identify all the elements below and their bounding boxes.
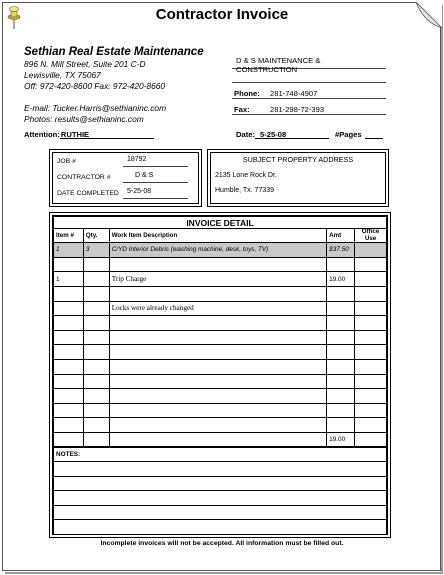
invoice-cell-qty: [83, 301, 109, 316]
invoice-row: [54, 272, 387, 287]
invoice-cell-desc: [109, 403, 326, 418]
col-qty: Qty.: [83, 229, 109, 243]
invoice-cell-desc: [109, 389, 326, 404]
invoice-cell-amt: [327, 359, 355, 374]
invoice-cell-item: [54, 359, 84, 374]
notes-line-cell: [54, 505, 387, 520]
notes-line: [54, 462, 387, 477]
invoice-cell-qty: [83, 345, 109, 360]
contractor-number-value: D & S: [123, 172, 188, 183]
phone-label: Phone:: [234, 89, 260, 98]
company-name: Sethian Real Estate Maintenance: [24, 46, 204, 58]
invoice-cell-qty: [83, 286, 109, 301]
invoice-cell-desc: [109, 257, 326, 272]
invoice-cell-amt: [327, 389, 355, 404]
phone-value: 281-748-4907: [270, 89, 318, 98]
invoice-row: [54, 389, 387, 404]
invoice-cell-office-use: [355, 389, 387, 404]
invoice-cell-qty: [83, 403, 109, 418]
subject-address-line-2: Humble, Tx. 77339: [215, 187, 275, 194]
invoice-cell-office-use: [355, 301, 387, 316]
invoice-cell-item: 1: [54, 272, 84, 287]
contractor-name: D & S MAINTENANCE & CONSTRUCTION: [232, 54, 386, 69]
invoice-cell-qty: 3: [83, 243, 109, 258]
invoice-row: [54, 432, 387, 447]
contractor-number-label: CONTRACTOR #: [57, 173, 111, 181]
date-field: [236, 130, 383, 139]
invoice-cell-qty: [83, 432, 109, 447]
invoice-row: [54, 374, 387, 389]
invoice-cell-desc: [109, 374, 326, 389]
notes-line: [54, 520, 387, 535]
invoice-cell-amt: 19.00: [327, 272, 355, 287]
date-completed-label: DATE COMPLETED: [57, 189, 119, 197]
date-completed-value: 5-25-08: [123, 188, 188, 199]
notes-line-cell: [54, 462, 387, 477]
invoice-heading: INVOICE DETAIL: [54, 217, 387, 229]
invoice-row: [54, 301, 387, 316]
col-amount: Amt: [327, 229, 355, 243]
company-photos: Photos: results@sethianinc.com: [24, 114, 144, 124]
invoice-cell-item: [54, 418, 84, 433]
fax-value: 281-298-72-393: [270, 105, 325, 114]
invoice-cell-qty: [83, 257, 109, 272]
subject-heading: SUBJECT PROPERTY ADDRESS: [242, 155, 354, 164]
subject-address-line-1: 2135 Lone Rock Dr.: [215, 172, 277, 179]
invoice-cell-qty: [83, 374, 109, 389]
invoice-row: [54, 359, 387, 374]
invoice-cell-office-use: [355, 359, 387, 374]
subject-property-box: [210, 152, 386, 204]
invoice-row: [54, 257, 387, 272]
job-number-value: 18792: [123, 156, 188, 167]
invoice-row: [54, 243, 387, 258]
invoice-cell-office-use: [355, 257, 387, 272]
invoice-cell-desc: [109, 345, 326, 360]
job-number-label: JOB #: [57, 157, 76, 165]
invoice-cell-desc: Locks were already changed: [109, 301, 326, 316]
invoice-cell-office-use: [355, 272, 387, 287]
invoice-cell-amt: [327, 286, 355, 301]
invoice-cell-amt: [327, 403, 355, 418]
invoice-row: [54, 418, 387, 433]
invoice-row: [54, 330, 387, 345]
contractor-block: [232, 54, 386, 115]
invoice-cell-desc: [109, 418, 326, 433]
invoice-row: [54, 286, 387, 301]
invoice-cell-item: [54, 286, 84, 301]
attention-label: Attention:: [24, 130, 60, 139]
attention-value: RUTHIE: [60, 130, 154, 139]
invoice-cell-amt: [327, 316, 355, 331]
invoice-cell-desc: [109, 432, 326, 447]
company-phones: Off: 972-420-8600 Fax: 972-420-8660: [24, 81, 166, 91]
invoice-cell-item: [54, 403, 84, 418]
invoice-cell-office-use: [355, 243, 387, 258]
invoice-cell-item: [54, 345, 84, 360]
col-office-use: Office Use: [355, 229, 387, 243]
invoice-cell-desc: [109, 359, 326, 374]
invoice-cell-amt: [327, 257, 355, 272]
invoice-cell-item: [54, 374, 84, 389]
pages-label: #Pages: [335, 130, 362, 139]
invoice-table: [53, 216, 387, 535]
notes-line: [54, 476, 387, 491]
job-info-box: [52, 152, 199, 204]
footer-note: Incomplete invoices will not be accepted. All information must be filled out.: [100, 540, 344, 547]
invoice-cell-office-use: [355, 432, 387, 447]
invoice-cell-office-use: [355, 403, 387, 418]
fax-label: Fax:: [234, 105, 250, 114]
invoice-cell-amt: [327, 374, 355, 389]
notes-line-cell: [54, 476, 387, 491]
notes-line-cell: [54, 491, 387, 506]
invoice-cell-amt: [327, 330, 355, 345]
notes-line-cell: [54, 520, 387, 535]
invoice-cell-qty: [83, 359, 109, 374]
invoice-cell-item: [54, 301, 84, 316]
invoice-cell-desc: [109, 316, 326, 331]
invoice-cell-office-use: [355, 316, 387, 331]
attention-field: [24, 130, 154, 139]
invoice-detail-box: [52, 215, 388, 535]
col-description: Work Item Description: [109, 229, 326, 243]
invoice-cell-office-use: [355, 374, 387, 389]
notes-line: [54, 505, 387, 520]
company-block: [24, 46, 204, 125]
invoice-cell-desc: [109, 286, 326, 301]
invoice-cell-desc: C/YD Interior Debris (washing machine, desk, toys, TV): [109, 243, 326, 258]
invoice-cell-qty: [83, 272, 109, 287]
invoice-cell-office-use: [355, 286, 387, 301]
invoice-cell-amt: $37.50: [327, 243, 355, 258]
invoice-cell-item: [54, 330, 84, 345]
company-email: E-mail: Tucker.Harris@sethianinc.com: [24, 103, 167, 113]
invoice-row: [54, 403, 387, 418]
company-address-2: Lewisville, TX 75067: [24, 70, 101, 80]
notes-line: [54, 491, 387, 506]
invoice-cell-amt: [327, 301, 355, 316]
invoice-cell-desc: Trip Charge: [109, 272, 326, 287]
page-title: Contractor Invoice: [155, 6, 289, 23]
invoice-cell-item: [54, 316, 84, 331]
invoice-cell-item: [54, 257, 84, 272]
invoice-cell-item: [54, 389, 84, 404]
date-value: 5-25-08: [255, 130, 329, 139]
invoice-row: [54, 316, 387, 331]
invoice-cell-qty: [83, 330, 109, 345]
invoice-cell-item: 1: [54, 243, 84, 258]
invoice-cell-item: [54, 432, 84, 447]
col-item: Item #: [54, 229, 84, 243]
notes-label: NOTES:: [54, 447, 387, 462]
invoice-row: [54, 345, 387, 360]
invoice-cell-amt: [327, 418, 355, 433]
invoice-cell-qty: [83, 418, 109, 433]
invoice-cell-qty: [83, 389, 109, 404]
notes-row: [54, 447, 387, 462]
invoice-cell-desc: [109, 330, 326, 345]
invoice-cell-office-use: [355, 330, 387, 345]
invoice-cell-amt: 19.00: [327, 432, 355, 447]
invoice-cell-office-use: [355, 418, 387, 433]
date-label: Date:: [236, 130, 255, 139]
invoice-cell-office-use: [355, 345, 387, 360]
invoice-cell-amt: [327, 345, 355, 360]
invoice-cell-qty: [83, 316, 109, 331]
pages-value: [365, 130, 383, 139]
company-address-1: 896 N. Mill Street, Suite 201 C-D: [24, 59, 146, 69]
